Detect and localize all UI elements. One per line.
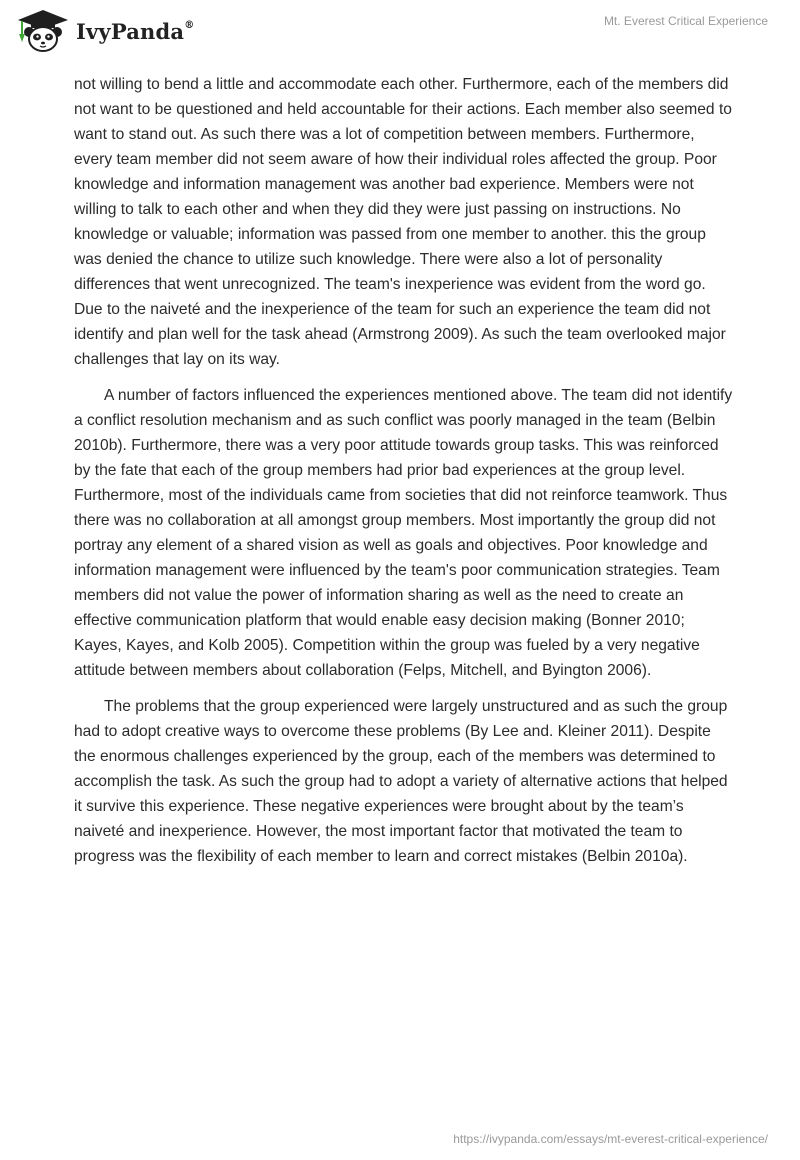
source-url[interactable]: https://ivypanda.com/essays/mt-everest-critical-experience/ [453, 1132, 768, 1146]
page-header [0, 0, 800, 60]
essay-body [74, 72, 734, 880]
ivypanda-logo[interactable] [14, 8, 194, 54]
document-title: Mt. Everest Critical Experience [603, 14, 768, 28]
paragraph-2: A number of factors influenced the experiences mentioned above. The team did not identify a conflict resolution mechanism and as such conflict was poorly managed in the team (Belbin 2010b). Furthermore, there was a very poor attitude towards group tasks. This was reinforced by the fate that each of the group members had prior bad experiences at the group level. Furthermore, most of the individuals came from societies that did not reinforce teamwork. Thus there was no collaboration at all amongst group members. Most importantly the group did not portray any element of a shared vision as well as goals and objectives. Poor knowledge and information management were influenced by the team's poor communication strategies. Team members did not value the power of information sharing as well as the need to create an effective communication platform that would enable easy decision making (Bonner 2010; Kayes, Kayes, and Kolb 2005). Competition within the group was fueled by a very negative attitude between members about collaboration (Felps, Mitchell, and Byington 2006). [74, 387, 733, 679]
panda-graduate-icon [14, 8, 72, 54]
registered-mark: ® [184, 19, 195, 31]
brand-name: IvyPanda® [76, 18, 195, 44]
paragraph-3: The problems that the group experienced were largely unstructured and as such the group had to adopt creative ways to overcome these problems (By Lee and. Kleiner 2011). Despite the enormous challenges experienced by the group, each of the members was determined to accomplish the task. As such the group had to adopt a variety of alternative actions that helped it survive this experience. These negative experiences were brought about by the team’s naiveté and inexperience. However, the most important factor that motivated the team to progress was the flexibility of each member to learn and correct mistakes (Belbin 2010a). [74, 698, 728, 865]
paragraph-1: not willing to bend a little and accommodate each other. Furthermore, each of the members did not want to be questioned and held accountable for their actions. Each member also seemed to want to stand out. As such there was a lot of competition between members. Furthermore, every team member did not seem aware of how their individual roles affected the group. Poor knowledge and information management was another bad experience. Members were not willing to talk to each other and when they did they were just passing on instructions. No knowledge or valuable; information was passed from one member to another. this the group was denied the chance to utilize such knowledge. There were also a lot of personality differences that went unrecognized. The team's inexperience was evident from the word go. Due to the naiveté and the inexperience of the team for such an experience the team did not identify and plan well for the task ahead (Armstrong 2009). As such the team overlooked major challenges that lay on its way. [74, 76, 732, 368]
